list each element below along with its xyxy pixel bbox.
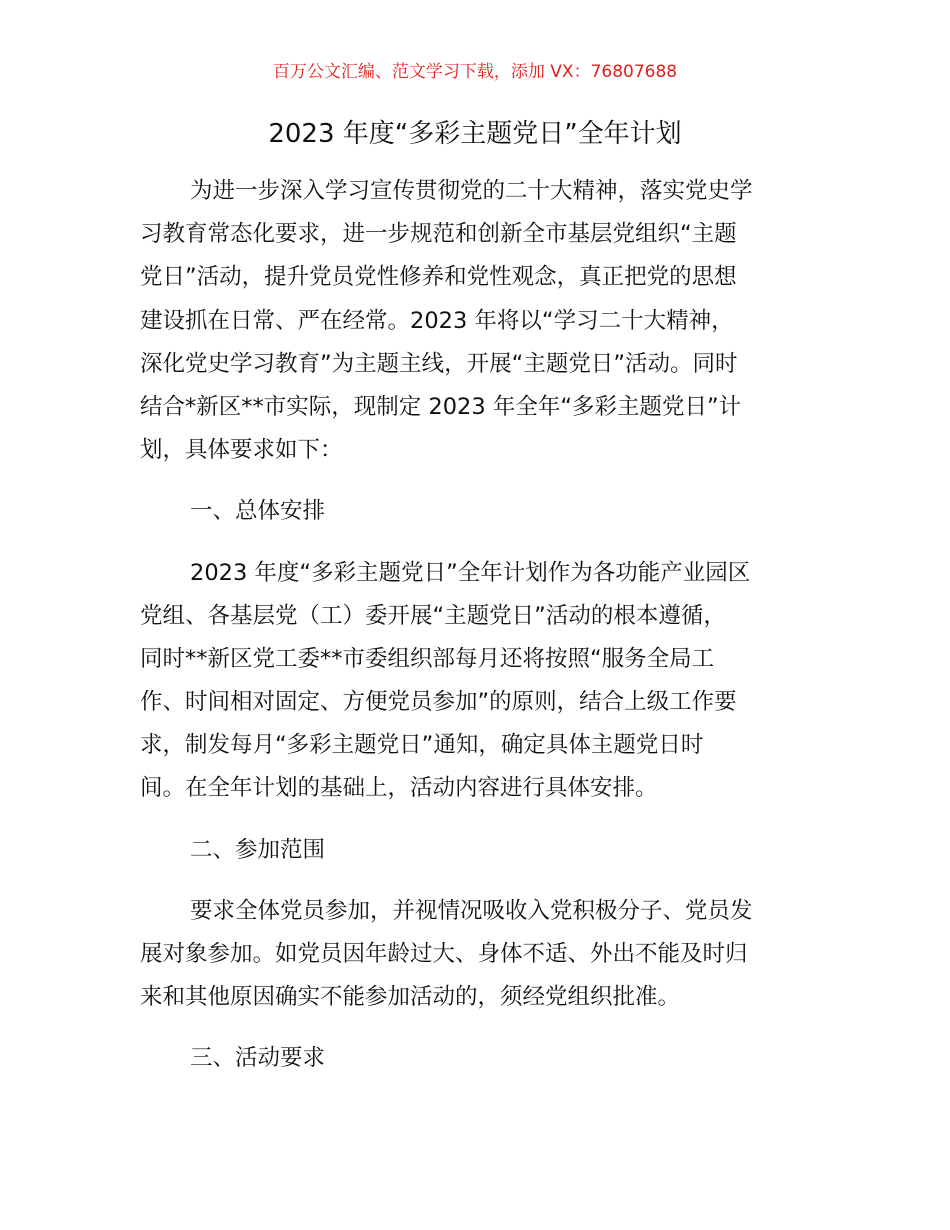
- paragraph-line: 深化党史学习教育”为主题主线，开展“主题党日”活动。同时: [140, 350, 738, 377]
- paragraph-line: 间。在全年计划的基础上，活动内容进行具体安排。: [140, 775, 658, 802]
- paragraph-line: 作、时间相对固定、方便党员参加”的原则，结合上级工作要: [140, 689, 737, 716]
- paragraph-line: 结合*新区**市实际，现制定 2023 年全年“多彩主题党日”计: [140, 393, 742, 420]
- watermark-banner: 百万公文汇编、范文学习下载，添加 VX：76807688: [272, 62, 678, 82]
- spacer: [140, 534, 820, 552]
- paragraph-line: 为进一步深入学习宣传贯彻党的二十大精神，落实党史学: [190, 178, 753, 204]
- section-paragraph-participation-scope: [140, 890, 820, 1020]
- section-paragraph-overall-arrangement: [140, 552, 820, 811]
- paragraph-line: 来和其他原因确实不能参加活动的，须经党组织批准。: [140, 984, 681, 1011]
- paragraph-line: 同时**新区党工委**市委组织部每月还将按照“服务全局工: [140, 645, 715, 672]
- paragraph-line: 要求全体党员参加，并视情况吸收入党积极分子、党员发: [190, 897, 753, 924]
- intro-paragraph: [140, 170, 820, 472]
- paragraph-line: 展对象参加。如党员因年龄过大、身体不适、外出不能及时归: [140, 941, 748, 967]
- paragraph-line: 党日”活动，提升党员党性修养和党性观念，真正把党的思想: [140, 264, 737, 291]
- document-body: [140, 170, 820, 1081]
- paragraph-line: 习教育常态化要求，进一步规范和创新全市基层党组织“主题: [140, 221, 737, 248]
- paragraph-line: 划，具体要求如下：: [140, 437, 343, 464]
- section-heading-activity-requirements: 三、活动要求: [190, 1045, 326, 1072]
- paragraph-line: 党组、各基层党（工）委开展“主题党日”活动的根本遵循，: [140, 602, 726, 629]
- spacer: [140, 811, 820, 829]
- section-heading-participation-scope: 二、参加范围: [190, 836, 326, 863]
- spacer: [140, 872, 820, 890]
- document-title: 2023 年度“多彩主题党日”全年计划: [268, 119, 682, 149]
- spacer: [140, 1019, 820, 1037]
- spacer: [140, 472, 820, 490]
- section-heading-overall-arrangement: 一、总体安排: [190, 498, 326, 525]
- paragraph-line: 求，制发每月“多彩主题党日”通知，确定具体主题党日时: [140, 732, 704, 759]
- paragraph-line: 2023 年度“多彩主题党日”全年计划作为各功能产业园区: [190, 559, 751, 586]
- paragraph-line: 建设抓在日常、严在经常。2023 年将以“学习二十大精神，: [140, 307, 734, 334]
